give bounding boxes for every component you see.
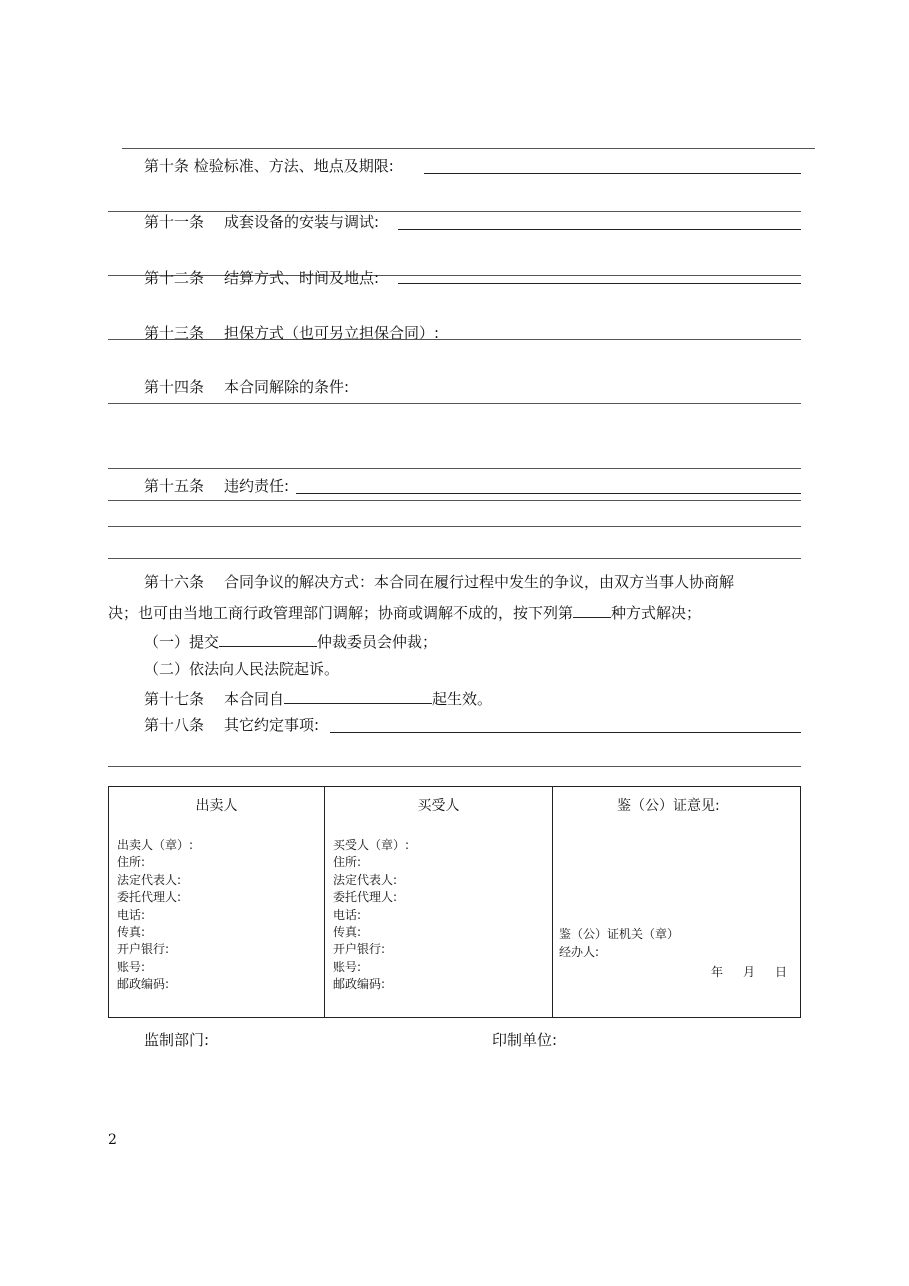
article-10 bbox=[144, 157, 394, 175]
date-year: 年 bbox=[711, 965, 724, 979]
rule-after-13 bbox=[108, 339, 801, 340]
option-1-text-a: （一）提交 bbox=[144, 633, 220, 651]
rule-after-10 bbox=[108, 211, 801, 212]
article-12-number: 第十二条 bbox=[144, 269, 205, 287]
buyer-field: 账号: bbox=[333, 959, 362, 974]
printer-label: 印制单位: bbox=[492, 1031, 558, 1049]
option-1-text-b: 仲裁委员会仲裁； bbox=[317, 633, 438, 651]
seller-fields bbox=[117, 837, 193, 994]
article-12-text: 结算方式、时间及地点: bbox=[224, 269, 380, 287]
buyer-field: 法定代表人: bbox=[333, 872, 398, 887]
article-15 bbox=[144, 477, 289, 495]
article-13-text: 担保方式（也可另立担保合同）: bbox=[224, 324, 440, 342]
seller-field: 开户银行: bbox=[117, 942, 170, 957]
article-18-number: 第十八条 bbox=[144, 716, 205, 734]
rule-after-15-c bbox=[108, 558, 801, 559]
article-16-text-2a: 决；也可由当地工商行政管理部门调解；协商或调解不成的，按下列第 bbox=[108, 604, 574, 622]
buyer-field: 电话: bbox=[333, 907, 362, 922]
article-15-blank[interactable] bbox=[296, 493, 801, 494]
page-number: 2 bbox=[108, 1132, 117, 1148]
buyer-field: 开户银行: bbox=[333, 942, 386, 957]
article-17-text-b: 起生效。 bbox=[432, 690, 493, 708]
article-14 bbox=[144, 378, 349, 396]
option-2-text: （二）依法向人民法院起诉。 bbox=[144, 660, 340, 678]
article-13-number: 第十三条 bbox=[144, 324, 205, 342]
article-14-text: 本合同解除的条件: bbox=[224, 378, 350, 396]
buyer-fields bbox=[333, 837, 409, 994]
article-17-number: 第十七条 bbox=[144, 690, 205, 708]
article-11-text: 成套设备的安装与调试: bbox=[224, 213, 380, 231]
seller-field: 传真: bbox=[117, 925, 146, 940]
article-12 bbox=[144, 269, 379, 287]
seller-field: 住所: bbox=[117, 855, 146, 870]
supervisor-label: 监制部门: bbox=[144, 1031, 210, 1049]
signature-table bbox=[108, 786, 801, 1018]
article-16-text-1: 合同争议的解决方式：本合同在履行过程中发生的争议，由双方当事人协商解 bbox=[224, 573, 735, 591]
buyer-field: 传真: bbox=[333, 925, 362, 940]
article-18-blank[interactable] bbox=[330, 732, 801, 733]
date-day: 日 bbox=[775, 965, 788, 979]
seller-field: 电话: bbox=[117, 907, 146, 922]
rule-after-18 bbox=[108, 766, 801, 767]
seller-header: 出卖人 bbox=[195, 798, 238, 814]
buyer-field: 邮政编码: bbox=[333, 977, 386, 992]
top-rule bbox=[122, 148, 815, 149]
effective-date-blank[interactable] bbox=[284, 688, 432, 704]
option-1 bbox=[144, 631, 437, 651]
method-choice-blank[interactable] bbox=[573, 602, 611, 618]
buyer-field: 委托代理人: bbox=[333, 890, 398, 905]
article-17-text-a: 本合同自 bbox=[224, 690, 285, 708]
arbitration-committee-blank[interactable] bbox=[219, 631, 317, 647]
article-16-line2 bbox=[108, 602, 701, 622]
seller-field: 账号: bbox=[117, 959, 146, 974]
rule-after-14-b bbox=[108, 468, 801, 469]
notary-org: 鉴（公）证机关（章） bbox=[559, 927, 680, 941]
article-16-text-2b: 种方式解决； bbox=[611, 604, 702, 622]
article-11 bbox=[144, 213, 379, 231]
article-15-text: 违约责任: bbox=[224, 477, 290, 495]
buyer-field: 买受人（章）: bbox=[333, 838, 410, 852]
buyer-header: 买受人 bbox=[417, 798, 460, 814]
article-18 bbox=[144, 716, 319, 734]
article-18-text: 其它约定事项: bbox=[224, 716, 320, 734]
article-14-number: 第十四条 bbox=[144, 378, 205, 396]
seller-field: 邮政编码: bbox=[117, 977, 170, 992]
article-11-number: 第十一条 bbox=[144, 213, 205, 231]
seller-field: 出卖人（章）: bbox=[117, 838, 194, 852]
article-16-number: 第十六条 bbox=[144, 573, 205, 591]
notary-date bbox=[711, 963, 787, 980]
rule-after-15-b bbox=[108, 526, 801, 527]
article-11-blank[interactable] bbox=[398, 229, 801, 230]
buyer-cell bbox=[325, 787, 553, 1018]
notary-cell bbox=[553, 787, 801, 1018]
article-10-blank[interactable] bbox=[424, 173, 801, 174]
notary-handler: 经办人: bbox=[559, 945, 600, 959]
article-15-number: 第十五条 bbox=[144, 477, 205, 495]
rule-after-15-a bbox=[108, 500, 801, 501]
seller-field: 委托代理人: bbox=[117, 890, 182, 905]
buyer-field: 住所: bbox=[333, 855, 362, 870]
article-17 bbox=[144, 688, 492, 708]
article-16-line1 bbox=[144, 573, 734, 591]
seller-field: 法定代表人: bbox=[117, 872, 182, 887]
article-12-blank[interactable] bbox=[398, 283, 801, 284]
seller-cell bbox=[109, 787, 325, 1018]
option-2 bbox=[144, 660, 339, 678]
article-10-text: 第十条 检验标准、方法、地点及期限: bbox=[144, 157, 394, 175]
notary-header: 鉴（公）证意见: bbox=[617, 798, 720, 814]
rule-after-14-a bbox=[108, 403, 801, 404]
date-month: 月 bbox=[743, 965, 756, 979]
